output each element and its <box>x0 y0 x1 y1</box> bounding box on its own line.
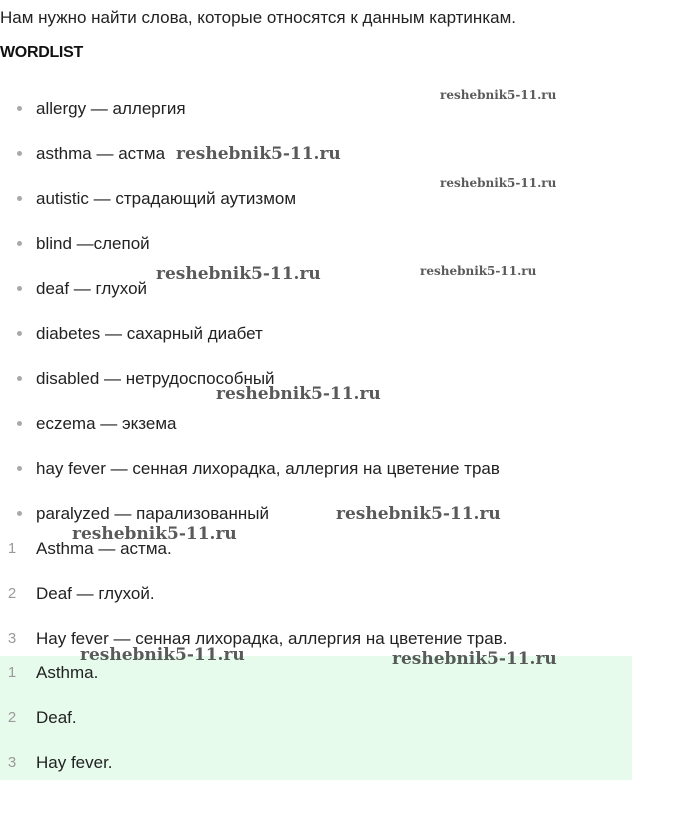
list-item-text: Asthma. <box>36 663 99 682</box>
bullet-icon <box>17 286 22 291</box>
list-item-text: eczema — экзема <box>36 414 177 433</box>
list-item-text: allergy — аллергия <box>36 99 186 118</box>
list-item-text: Deaf. <box>36 708 77 727</box>
answer-list <box>0 650 680 785</box>
watermark: reshebnik5-11.ru <box>72 524 237 544</box>
list-item <box>0 446 680 491</box>
bullet-icon <box>17 376 22 381</box>
watermark: reshebnik5-11.ru <box>156 264 321 284</box>
list-item <box>0 740 680 785</box>
list-item-text: deaf — глухой <box>36 279 148 298</box>
list-item <box>0 311 680 356</box>
bullet-icon <box>17 511 22 516</box>
list-item-text: blind —слепой <box>36 234 150 253</box>
list-item-text: Deaf — глухой. <box>36 584 155 603</box>
list-item <box>0 221 680 266</box>
bullet-icon <box>17 196 22 201</box>
bullet-icon <box>17 421 22 426</box>
list-item-text: autistic — страдающий аутизмом <box>36 189 297 208</box>
bullet-icon <box>17 331 22 336</box>
list-item <box>0 176 680 221</box>
watermark: reshebnik5-11.ru <box>440 88 557 102</box>
bullet-icon <box>17 106 22 111</box>
list-item <box>0 86 680 131</box>
item-number: 1 <box>7 540 17 557</box>
watermark: reshebnik5-11.ru <box>176 144 341 164</box>
list-item <box>0 401 680 446</box>
list-item-text: Hay fever. <box>36 753 113 772</box>
wordlist-heading: WORDLIST <box>0 44 83 61</box>
list-item <box>0 266 680 311</box>
watermark: reshebnik5-11.ru <box>216 384 381 404</box>
item-number: 2 <box>7 709 17 726</box>
list-item-text: hay fever — сенная лихорадка, аллергия на цветение трав <box>36 459 500 478</box>
item-number: 3 <box>7 754 17 771</box>
watermark: reshebnik5-11.ru <box>392 649 557 669</box>
item-number: 2 <box>7 585 17 602</box>
translation-list <box>0 526 680 661</box>
list-item-text: asthma — астма <box>36 144 166 163</box>
list-item-text: diabetes — сахарный диабет <box>36 324 263 343</box>
item-number: 1 <box>7 664 17 681</box>
list-item-text: paralyzed — парализованный <box>36 504 269 523</box>
bullet-icon <box>17 466 22 471</box>
list-item <box>0 571 680 616</box>
watermark: reshebnik5-11.ru <box>440 176 557 190</box>
bullet-icon <box>17 151 22 156</box>
list-item-text: Asthma — астма. <box>36 539 172 558</box>
list-item <box>0 695 680 740</box>
bullet-icon <box>17 241 22 246</box>
item-number: 3 <box>7 630 17 647</box>
list-item-text: disabled — нетрудоспособный <box>36 369 275 388</box>
watermark: reshebnik5-11.ru <box>420 264 537 278</box>
watermark: reshebnik5-11.ru <box>336 504 501 524</box>
intro-text: Нам нужно найти слова, которые относятся к данным картинкам. <box>0 8 516 27</box>
list-item-text: Hay fever — сенная лихорадка, аллергия на цветение трав. <box>36 629 508 648</box>
watermark: reshebnik5-11.ru <box>80 645 245 665</box>
